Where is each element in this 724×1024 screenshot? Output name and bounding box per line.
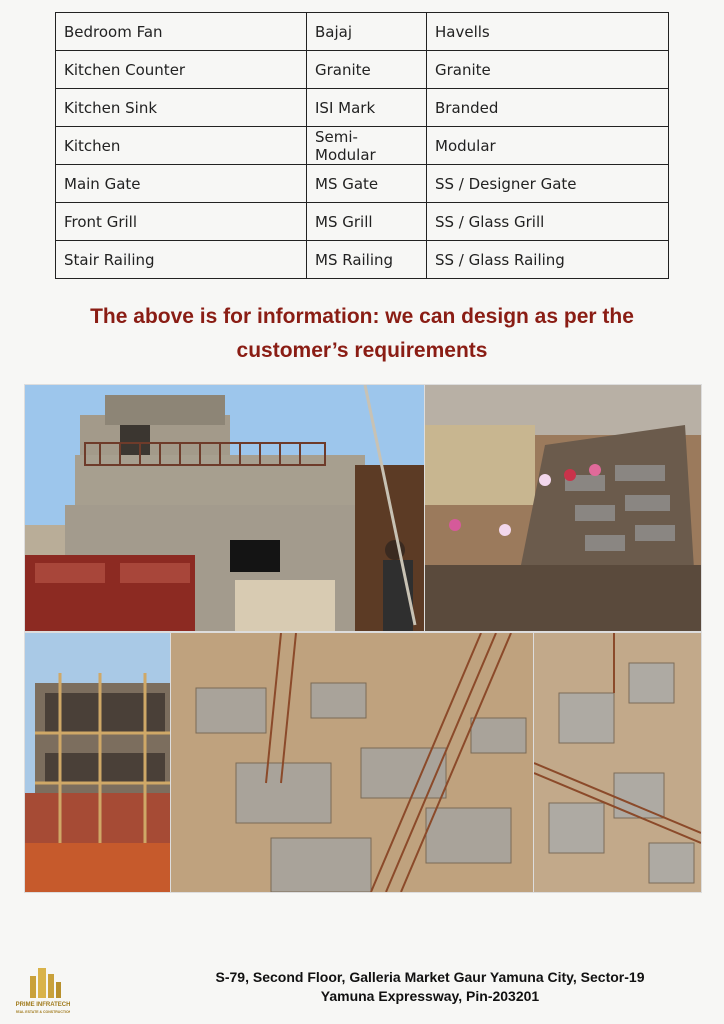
spec-table-cell: Stair Railing [56, 241, 307, 279]
spec-table-cell: Kitchen Sink [56, 89, 307, 127]
spec-table-cell: Modular [427, 127, 669, 165]
spec-table-cell: Havells [427, 13, 669, 51]
spec-table-cell: Semi- Modular [307, 127, 427, 165]
logo-text-1: PRIME INFRATECH [16, 1002, 70, 1008]
spec-table-row [56, 165, 669, 203]
photo-scaffolding [24, 632, 171, 893]
address-line2: Yamuna Expressway, Pin-203201 [320, 988, 540, 1004]
footer-address [150, 968, 710, 1006]
photo-footings-close [533, 632, 702, 893]
photo-footings-rebar [170, 632, 534, 893]
spec-table-cell: SS / Designer Gate [427, 165, 669, 203]
spec-table-cell: ISI Mark [307, 89, 427, 127]
spec-table-row [56, 127, 669, 165]
spec-table-cell: Front Grill [56, 203, 307, 241]
photo-house-front [24, 384, 425, 632]
spec-table-row [56, 89, 669, 127]
spec-table-cell: MS Gate [307, 165, 427, 203]
spec-table-row [56, 51, 669, 89]
spec-table-cell: Kitchen [56, 127, 307, 165]
spec-table-cell: Bedroom Fan [56, 13, 307, 51]
company-logo [16, 962, 70, 1016]
info-note [0, 300, 724, 368]
spec-table-cell: MS Railing [307, 241, 427, 279]
logo-text-2: REAL ESTATE & CONSTRUCTION [16, 1010, 70, 1014]
spec-table-cell: Branded [427, 89, 669, 127]
spec-table-cell: Kitchen Counter [56, 51, 307, 89]
spec-table-row [56, 241, 669, 279]
spec-table-cell: Granite [307, 51, 427, 89]
spec-table-cell: Granite [427, 51, 669, 89]
spec-table-cell: MS Grill [307, 203, 427, 241]
address-line1: S-79, Second Floor, Galleria Market Gaur Yamuna City, Sector-19 [215, 969, 645, 985]
spec-table-cell: Bajaj [307, 13, 427, 51]
spec-table [55, 12, 669, 279]
spec-table-cell: SS / Glass Railing [427, 241, 669, 279]
spec-table-cell: Main Gate [56, 165, 307, 203]
info-note-line2: customer’s requirements [236, 339, 488, 362]
spec-table-cell: SS / Glass Grill [427, 203, 669, 241]
info-note-line1: The above is for information: we can design as per the [90, 305, 634, 328]
spec-table-row [56, 13, 669, 51]
photo-foundation-workers [424, 384, 702, 632]
spec-table-row [56, 203, 669, 241]
spec-table-body [56, 13, 669, 279]
